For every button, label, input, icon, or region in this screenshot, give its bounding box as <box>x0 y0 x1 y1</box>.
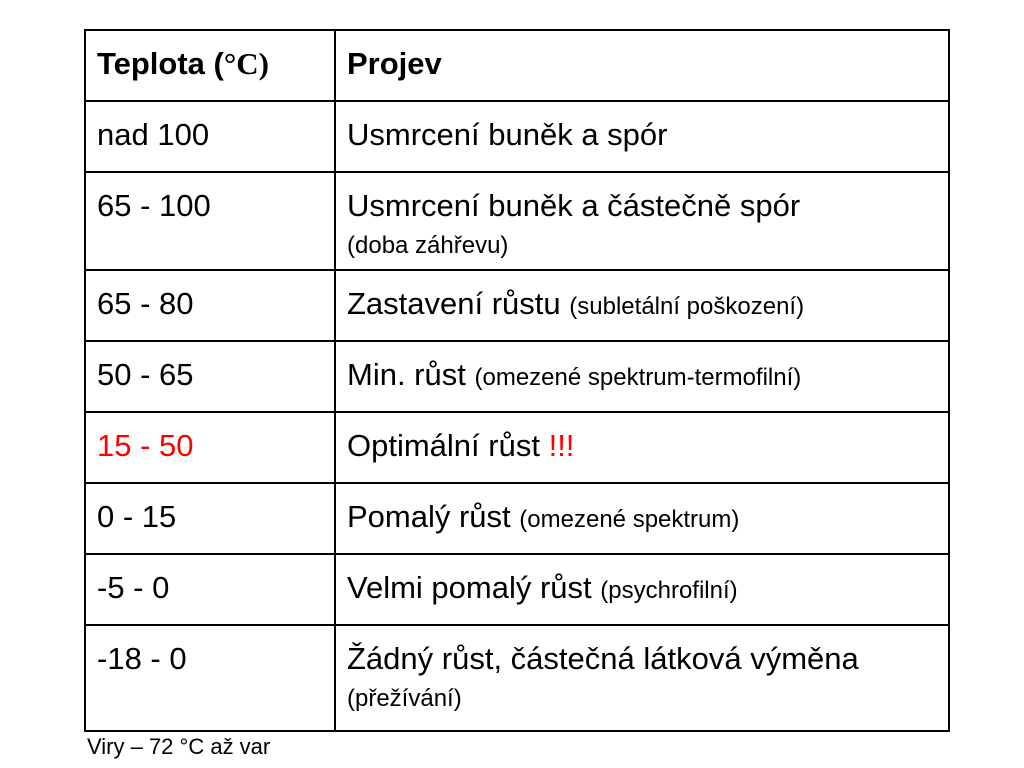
effect-cell <box>335 270 949 341</box>
effect-cell <box>335 554 949 625</box>
header-temperature-label: Teplota ( <box>97 46 224 81</box>
table-row <box>85 341 949 412</box>
table-header-row <box>85 30 949 101</box>
effect-note: (psychrofilní) <box>600 577 738 604</box>
table-row <box>85 554 949 625</box>
effect-text: Velmi pomalý růst <box>347 570 592 605</box>
effect-text: Pomalý růst <box>347 499 511 534</box>
temperature-cell: 65 - 80 <box>85 270 335 341</box>
effect-text: Usmrcení buněk a částečně spór <box>347 188 801 223</box>
effect-note: (omezené spektrum) <box>519 506 740 533</box>
table-row <box>85 270 949 341</box>
effect-cell <box>335 483 949 554</box>
effect-note: (subletální poškození) <box>569 293 805 320</box>
effect-cell <box>335 101 949 172</box>
temperature-cell: 0 - 15 <box>85 483 335 554</box>
temperature-cell: -5 - 0 <box>85 554 335 625</box>
temperature-effects-table <box>84 29 950 732</box>
footnote: Viry – 72 °C až var <box>87 734 271 759</box>
temperature-cell: nad 100 <box>85 101 335 172</box>
effect-text: Zastavení růstu <box>347 286 561 321</box>
effect-note: (doba záhřevu) <box>347 232 509 259</box>
header-effect: Projev <box>335 30 949 101</box>
effect-note: (omezené spektrum-termofilní) <box>474 364 802 391</box>
effect-note: (přežívání) <box>347 685 462 712</box>
effect-text: Usmrcení buněk a spór <box>347 117 668 152</box>
effect-text: Žádný růst, částečná látková výměna <box>347 641 859 676</box>
table-row-highlight <box>85 412 949 483</box>
effect-cell <box>335 625 949 731</box>
header-temperature <box>85 30 335 101</box>
table-row <box>85 101 949 172</box>
effect-cell <box>335 172 949 270</box>
temperature-cell: 65 - 100 <box>85 172 335 270</box>
effect-text: Min. růst <box>347 357 466 392</box>
effect-cell <box>335 412 949 483</box>
table-row <box>85 172 949 270</box>
table-row <box>85 625 949 731</box>
temperature-cell: -18 - 0 <box>85 625 335 731</box>
header-temperature-unit: °C) <box>223 46 269 81</box>
emphasis-mark: !!! <box>548 428 575 463</box>
temperature-cell: 50 - 65 <box>85 341 335 412</box>
table-row <box>85 483 949 554</box>
effect-text: Optimální růst <box>347 428 540 463</box>
effect-cell <box>335 341 949 412</box>
temperature-cell-optimal: 15 - 50 <box>85 412 335 483</box>
